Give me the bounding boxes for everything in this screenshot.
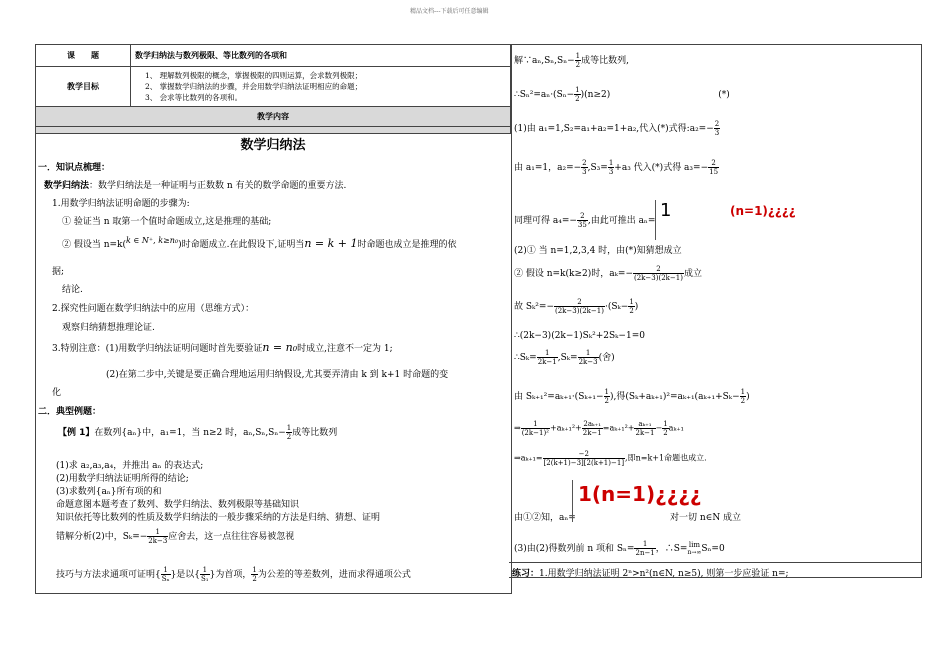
text: 为公差的等差数列，进而求得通项公式 xyxy=(257,570,411,580)
fraction: $\frac{1}{2}$ xyxy=(663,420,668,437)
text: 由 Sₖ₊₁²=aₖ₊₁·(Sₖ₊₁− xyxy=(514,392,604,402)
text: 3.特别注意：(1)用数学归纳法证明问题时首先要验证 xyxy=(52,344,263,354)
text: +a₃ 代入(*)式得 a₃=− xyxy=(614,163,709,173)
question: (1)求 a₂,a₃,a₄，并推出 aₙ 的表达式; xyxy=(56,461,204,471)
fraction: $\frac{2}{3}$ xyxy=(714,120,720,137)
question: (2)用数学归纳法证明所得的结论; xyxy=(56,474,189,484)
paragraph: (2)在第二步中,关键是要正确合理地运用归纳假设,尤其要弄清由 k 到 k+1 时命题的变 xyxy=(106,370,449,380)
paragraph: 结论. xyxy=(62,285,83,295)
text: ) xyxy=(746,392,750,402)
header-note: 精品文档---下载后可任意编辑 xyxy=(410,8,489,15)
brace xyxy=(655,200,656,240)
goal-item: 1、 理解数列极限的概念，掌握极限的四则运算，会求数列极限； xyxy=(145,71,363,80)
solution-line xyxy=(514,212,655,229)
divider xyxy=(509,562,921,563)
solution-line xyxy=(514,298,638,315)
fraction: $\frac{1}{2}$ xyxy=(575,52,581,69)
text: (3)由(2)得数列前 n 项和 Sₙ= xyxy=(514,544,635,554)
text: (1)由 a₁=1,S₂=a₁+a₂=1+a₂,代入(*)式得:a₂=− xyxy=(514,124,714,134)
piecewise-value: 1 xyxy=(660,200,672,221)
fraction: $\frac{2}{15}$ xyxy=(709,159,719,176)
text: 错解分析(2)中，Sₖ=− xyxy=(56,532,148,542)
math: k ∈ N⁺, k≥n₀ xyxy=(126,236,179,245)
text: ,Sₖ= xyxy=(557,353,578,363)
piecewise-formula: 1(n=1)¿¿¿¿ xyxy=(578,482,702,506)
fraction: $\frac{1}{2k-3}$ xyxy=(578,349,598,366)
fraction: $\frac{2}{(2k-3)(2k-1)}$ xyxy=(634,265,683,282)
section-heading: 二．典型例题： xyxy=(38,407,102,417)
section-title: 数学归纳法 xyxy=(240,138,306,153)
text: =aₖ₊₁²+ xyxy=(602,423,635,433)
goal-item: 2、 掌握数学归纳法的步骤，并会用数学归纳法证明相应的命题； xyxy=(145,82,363,91)
text: ② 假设当 n=k( xyxy=(62,240,127,250)
text: +aₖ₊₁²+ xyxy=(550,423,582,433)
solution-line xyxy=(514,120,720,137)
fraction: $\frac{1}{2}$ xyxy=(286,424,292,441)
fraction: $\frac{1}{2}$ xyxy=(604,388,610,405)
definition xyxy=(44,178,346,191)
fraction: $\frac{1}{2n-1}$ xyxy=(635,540,655,557)
text: ② 假设 n=k(k≥2)时，aₖ=− xyxy=(514,269,633,279)
math: n = n₀ xyxy=(262,341,298,354)
content-bar xyxy=(36,127,511,134)
text: }为首项， xyxy=(209,570,252,580)
text: ⇒ xyxy=(514,423,521,433)
text: (舍) xyxy=(598,353,615,363)
definition-text: ：数学归纳法是一种证明与正数数 n 有关的数学命题的重要方法. xyxy=(89,181,347,191)
text: 故 Sₖ²=− xyxy=(514,302,554,312)
text: 在数列{aₙ}中，a₁=1，当 n≥2 时，aₙ,Sₙ,Sₙ− xyxy=(94,428,286,438)
text: ·(Sₖ− xyxy=(604,302,629,312)
fraction: $\frac{1}{\text{(2k−1)²}}$ xyxy=(521,420,549,437)
solution-line: 由①②知，aₙ= xyxy=(514,513,576,523)
text: Sₙ=0 xyxy=(701,544,725,554)
limit: lim n→∞ xyxy=(687,540,702,556)
fraction: $\frac{1}{\text{S₁}}$ xyxy=(201,566,209,583)
solution-line: ∴(2k−3)(2k−1)Sₖ²+2Sₖ−1=0 xyxy=(514,331,645,341)
note xyxy=(56,566,411,583)
solution-line xyxy=(514,349,615,366)
question: (3)求数列{aₙ}所有项的和 xyxy=(56,487,162,497)
section-heading: 一．知识点梳理： xyxy=(38,163,111,173)
solution-line xyxy=(514,388,750,405)
text: ∴Sₙ²=aₙ·(Sₙ− xyxy=(514,90,575,100)
paragraph: 化 xyxy=(52,388,62,398)
text: ∴Sₖ= xyxy=(514,353,537,363)
topic-value: 数学归纳法与数列极限、等比数列的各项和 xyxy=(131,45,511,67)
fraction: $\frac{-2}{[2(k+1)-3][2(k+1)-1]}$ xyxy=(543,450,625,467)
text: − xyxy=(655,423,663,433)
text: }是以{ xyxy=(170,570,201,580)
piecewise-condition: (n=1)¿¿¿¿ xyxy=(730,204,796,218)
text: 时成立,注意不一定为 1; xyxy=(297,344,393,354)
fraction: $\frac{2}{3}$ xyxy=(582,159,587,176)
fraction: $\frac{\text{2aₖ₊₁}}{2k-1}$ xyxy=(582,420,602,437)
fraction: $\frac{2}{35}$ xyxy=(577,212,587,229)
text: 成立 xyxy=(683,269,702,279)
exercise-text: 1.用数学归纳法证明 2ⁿ>n²(n∈N, n≥5), 则第一步应验证 n=; xyxy=(539,569,789,579)
text: ,即n=k+1命题也成立. xyxy=(625,453,707,463)
solution-line xyxy=(514,450,707,467)
text: 时命题也成立是推理的依 xyxy=(357,240,457,250)
goal-list xyxy=(131,67,511,107)
math: n = k + 1 xyxy=(304,237,358,250)
text: ⇒aₖ₊₁= xyxy=(514,453,543,463)
solution-line xyxy=(514,159,719,176)
fraction: $\frac{1}{2k-3}$ xyxy=(148,528,168,545)
example-label: 【例 1】 xyxy=(58,428,95,438)
course-meta-table xyxy=(35,44,511,134)
solution-line xyxy=(514,540,725,557)
text: 技巧与方法求通项可证明{ xyxy=(56,570,161,580)
paragraph: 1.用数学归纳法证明命题的步骤为: xyxy=(52,199,190,209)
note: 知识依托等比数列的性质及数学归纳法的一般步骤采纳的方法是归纳、猜想、证明 xyxy=(56,513,381,523)
example-statement xyxy=(58,424,337,441)
note xyxy=(56,528,294,545)
paragraph: 据; xyxy=(52,267,65,277)
goal-item: 3、 会求等比数列的各项和。 xyxy=(145,93,243,102)
text: 成等比数列 xyxy=(292,428,338,438)
paragraph xyxy=(62,236,457,250)
brace xyxy=(572,480,573,522)
text: (*) xyxy=(718,90,730,100)
fraction: $\frac{1}{2}$ xyxy=(740,388,746,405)
note: 命题意图本题考查了数列、数学归纳法、数列极限等基础知识 xyxy=(56,500,300,510)
fraction: $\frac{1}{2}$ xyxy=(575,86,580,103)
solution-line: 对一切 n∈N 成立 xyxy=(670,513,742,523)
topic-label: 课 题 xyxy=(36,45,131,67)
paragraph: ① 验证当 n 取第一个值时命题成立,这是推理的基础; xyxy=(62,217,272,227)
solution-line: (2)① 当 n=1,2,3,4 时，由(*)知猜想成立 xyxy=(514,246,682,256)
text: 应舍去，这一点往往容易被忽视 xyxy=(168,532,295,542)
exercise-label: 练习： xyxy=(512,569,540,579)
definition-label: 数学归纳法 xyxy=(44,181,90,191)
text: 同理可得 a₄=− xyxy=(514,216,577,226)
content-label: 教学内容 xyxy=(36,107,511,127)
fraction: $\frac{1}{3}$ xyxy=(608,159,614,176)
text: 由 a₁=1，a₂=− xyxy=(514,163,582,173)
paragraph: 2.探究性问题在数学归纳法中的应用（思维方式）： xyxy=(52,304,255,314)
text: 解∵aₙ,Sₙ,Sₙ− xyxy=(514,56,575,66)
fraction: $\frac{1}{2}$ xyxy=(252,566,257,583)
fraction: $\frac{2}{(2k-3)(2k-1)}$ xyxy=(555,298,604,315)
fraction: $\frac{1}{2k-1}$ xyxy=(537,349,557,366)
text: ,由此可推出 aₙ= xyxy=(587,216,656,226)
fraction: $\frac{1}{2}$ xyxy=(629,298,634,315)
paragraph xyxy=(52,341,393,354)
exercise xyxy=(512,566,789,579)
text: ，∴S= xyxy=(655,544,688,554)
text: ,S₃= xyxy=(587,163,608,173)
solution-line xyxy=(514,86,730,103)
fraction: $\frac{\text{aₖ₊₁}}{2k-1}$ xyxy=(635,420,655,437)
text: aₖ₊₁ xyxy=(668,423,684,433)
fraction: $\frac{1}{\text{Sₙ}}$ xyxy=(161,566,170,583)
text: )(n≥2) xyxy=(580,90,611,100)
text: ),得(Sₖ+aₖ₊₁)²=aₖ₊₁(aₖ₊₁+Sₖ− xyxy=(610,392,740,402)
text: 成等比数列, xyxy=(581,56,629,66)
text: )时命题成立.在此假设下,证明当 xyxy=(178,240,305,250)
goal-label: 教学目标 xyxy=(36,67,131,107)
solution-line xyxy=(514,265,702,282)
text: ) xyxy=(634,302,639,312)
solution-line xyxy=(514,52,629,69)
solution-line xyxy=(514,420,684,437)
paragraph: 观察归纳猜想推理论证. xyxy=(62,323,155,333)
